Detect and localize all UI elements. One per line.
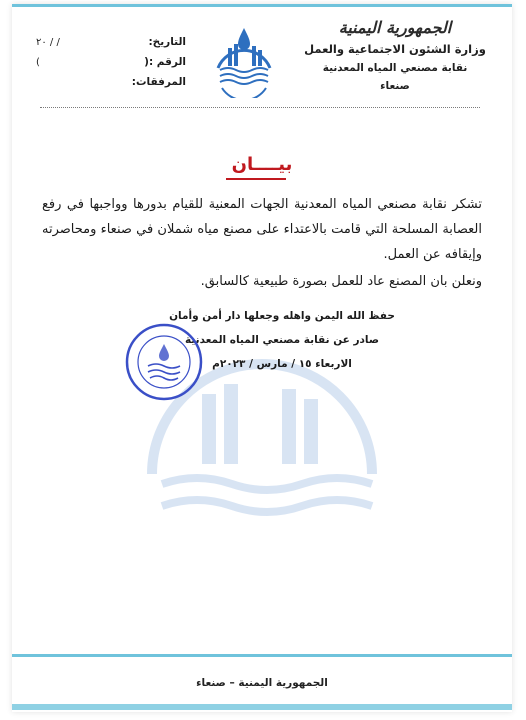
attachments-label: المرفقات: — [131, 76, 186, 88]
header-divider — [40, 107, 480, 108]
ministry-name: وزارة الشئون الاجتماعية والعمل — [304, 42, 486, 56]
document-body — [42, 192, 482, 294]
footer-text: الجمهورية اليمنية – صنعاء — [196, 677, 328, 689]
title-underline — [226, 178, 286, 180]
official-stamp — [124, 322, 204, 402]
letter-page — [12, 4, 512, 712]
date-row — [36, 32, 186, 52]
body-paragraph-2: ونعلن بان المصنع عاد للعمل بصورة طبيعية كالسابق. — [200, 274, 482, 289]
city-name: صنعاء — [380, 80, 410, 92]
republic-name: الجمهورية اليمنية — [338, 18, 452, 37]
letterhead-right — [300, 18, 490, 92]
signoff-line-3: الاربعاء ١٥ / مارس / ٢٠٢٣م — [212, 358, 352, 370]
footer-band — [12, 654, 512, 657]
signoff-line-1: حفظ الله اليمن واهله وجعلها دار أمن وأمان — [169, 310, 395, 322]
letterhead-left — [36, 32, 186, 92]
syndicate-logo — [212, 18, 276, 98]
ref-value: ) — [36, 56, 42, 68]
attachments-row — [36, 72, 186, 92]
syndicate-name: نقابة مصنعي المياه المعدنية — [322, 62, 468, 74]
ref-row — [36, 52, 186, 72]
document-title: بيــــان — [231, 154, 293, 175]
logo-icon — [212, 18, 276, 98]
ref-label: الرقم :( — [144, 56, 186, 68]
date-label: التاريخ: — [148, 36, 186, 48]
date-value: / / ٢٠ — [36, 36, 60, 48]
top-band — [12, 4, 512, 7]
body-paragraph-1: تشكر نقابة مصنعي المياه المعدنية الجهات المعنية للقيام بدورها وواجبها في رفع العصابة المسلحة التي قامت بالاعتداء على مصنع مياه شملان في صنعاء ومحاصرته وإيقافه عن العمل. — [42, 197, 482, 262]
signoff-line-2: صادر عن نقابة مصنعي المياه المعدنية — [184, 334, 380, 346]
bottom-band — [12, 704, 512, 710]
